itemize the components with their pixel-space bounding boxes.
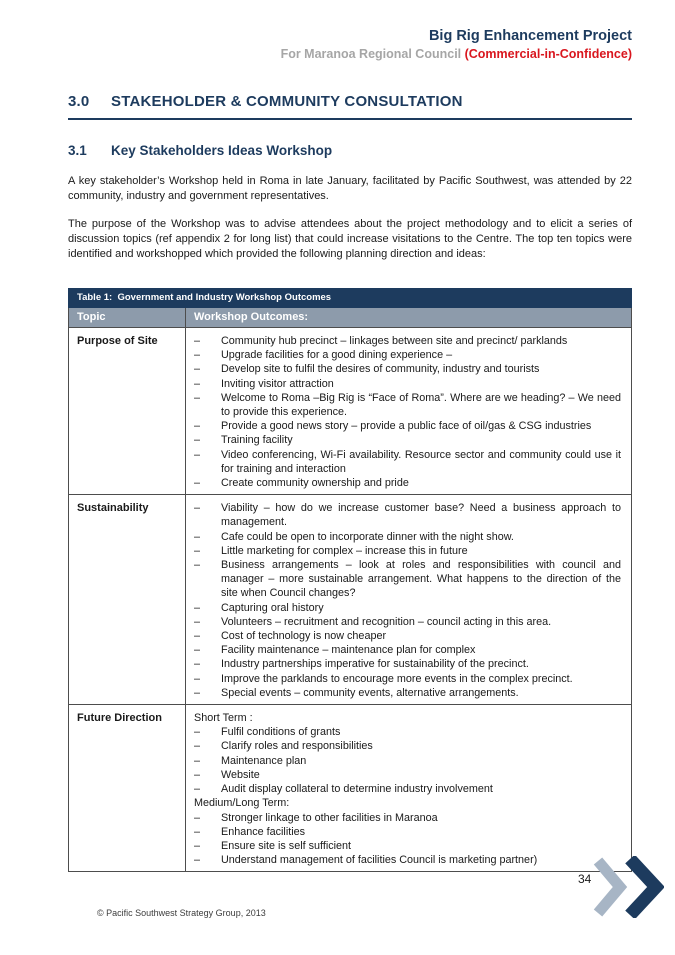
outcome-item-text: Facility maintenance – maintenance plan for complex [221, 644, 476, 657]
dash-bullet: – [194, 502, 201, 515]
dash-bullet: – [194, 615, 201, 628]
column-header-outcomes: Workshop Outcomes: [186, 308, 632, 328]
outcome-item-text: Inviting visitor attraction [221, 377, 334, 390]
paragraph-workshop-purpose: The purpose of the Workshop was to advise attendees about the project methodology and to elicit a series of discussion topics (ref appendix 2 for long list) that could increase visitations to the Centre. The top ten topics were identified and workshopped which provided the following planning direction and ideas: [68, 218, 632, 260]
outcome-item [194, 739, 621, 753]
outcome-item-text: Stronger linkage to other facilities in Maranoa [221, 811, 438, 824]
dash-bullet: – [194, 644, 201, 657]
outcome-item [194, 476, 621, 490]
outcome-item-text: Industry partnerships imperative for sustainability of the precinct. [221, 658, 529, 671]
dash-bullet: – [194, 391, 201, 404]
outcome-item [194, 558, 621, 601]
outcome-item-text: Provide a good news story – provide a public face of oil/gas & CSG industries [221, 420, 592, 433]
outcome-item [194, 811, 621, 825]
outcome-item-text: Video conferencing, Wi-Fi availability. Resource sector and community could use it for training and interaction [221, 448, 621, 475]
workshop-outcomes-table [68, 288, 632, 872]
double-chevron-icon [592, 856, 664, 918]
table-caption-row [69, 289, 632, 308]
outcome-item [194, 348, 621, 362]
outcome-item [194, 391, 621, 419]
outcomes-cell [186, 495, 632, 705]
outcome-item-text: Special events – community events, alternative arrangements. [221, 686, 519, 699]
subsection-heading [68, 142, 632, 159]
outcome-item-text: Volunteers – recruitment and recognition – council acting in this area. [221, 615, 552, 628]
outcome-item [194, 615, 621, 629]
outcome-item [194, 725, 621, 739]
table-row [69, 328, 632, 495]
outcomes-list [194, 501, 621, 700]
outcome-item [194, 782, 621, 796]
outcome-item-text: Cafe could be open to incorporate dinner with the night show. [221, 530, 514, 543]
dash-bullet: – [194, 839, 201, 852]
page-header [68, 26, 632, 63]
outcome-item-text: Community hub precinct – linkages between site and precinct/ parklands [221, 335, 568, 347]
dash-bullet: – [194, 349, 201, 362]
outcome-item [194, 433, 621, 447]
table-caption: Table 1: Government and Industry Workshop Outcomes [69, 289, 632, 308]
dash-bullet: – [194, 434, 201, 447]
dash-bullet: – [194, 672, 201, 685]
subtitle-council-text: For Maranoa Regional Council [280, 47, 465, 61]
outcome-item [194, 601, 621, 615]
page-number: 34 [578, 872, 592, 886]
dash-bullet: – [194, 783, 201, 796]
dash-bullet: – [194, 544, 201, 557]
subsection-number: 3.1 [68, 143, 87, 158]
dash-bullet: – [194, 601, 201, 614]
dash-bullet: – [194, 726, 201, 739]
outcome-item-text: Training facility [221, 434, 293, 447]
outcome-item [194, 825, 621, 839]
dash-bullet: – [194, 754, 201, 767]
topic-cell-text: Sustainability [77, 502, 149, 515]
outcome-item-text: Capturing oral history [221, 601, 324, 614]
topic-cell [69, 705, 186, 872]
outcome-item [194, 657, 621, 671]
dash-bullet: – [194, 825, 201, 838]
outcome-item-text: Cost of technology is now cheaper [221, 630, 387, 643]
outcome-item [194, 362, 621, 376]
outcome-item-text: Website [221, 768, 260, 781]
topic-cell-text: Purpose of Site [77, 335, 158, 347]
dash-bullet: – [194, 420, 201, 433]
document-subtitle [68, 46, 632, 63]
outcomes-list [194, 711, 621, 867]
workshop-table-body [69, 328, 632, 872]
table-row [69, 495, 632, 705]
outcome-item [194, 530, 621, 544]
outcome-item [194, 334, 621, 348]
paragraph-workshop-attendance: A key stakeholder’s Workshop held in Roma in late January, facilitated by Pacific Southwest, was attended by 22 community, industry and government representatives. [68, 175, 632, 202]
outcome-item-text: Welcome to Roma –Big Rig is “Face of Roma”. Where are we heading? – We need to provide this experience. [221, 391, 621, 419]
dash-bullet: – [194, 477, 201, 490]
section-title: STAKEHOLDER & COMMUNITY CONSULTATION [111, 93, 463, 110]
outcome-item [194, 419, 621, 433]
outcome-item [194, 629, 621, 643]
outcome-item [194, 853, 621, 867]
outcomes-cell [186, 328, 632, 495]
outcome-item [194, 544, 621, 558]
outcome-item-text: Improve the parklands to encourage more events in the complex precinct. [221, 672, 573, 685]
outcome-item [194, 768, 621, 782]
dash-bullet: – [194, 630, 201, 643]
dash-bullet: – [194, 854, 201, 867]
dash-bullet: – [194, 768, 201, 781]
outcome-item [194, 643, 621, 657]
outcome-item-text: Create community ownership and pride [221, 477, 409, 490]
dash-bullet: – [194, 377, 201, 390]
outcome-item-text: Business arrangements – look at roles and responsibilities with council and manager – more sustainable arrangement. What happens to the direction of the site when Council changes? [221, 559, 621, 600]
outcome-item [194, 686, 621, 700]
table-row [69, 705, 632, 872]
outcome-item-text: Maintenance plan [221, 754, 307, 767]
topic-cell [69, 495, 186, 705]
outcome-item-text: Clarify roles and responsibilities [221, 740, 373, 753]
dash-bullet: – [194, 559, 201, 572]
outcome-item-text: Fulfil conditions of grants [221, 726, 341, 739]
outcome-item [194, 672, 621, 686]
dash-bullet: – [194, 530, 201, 543]
dash-bullet: – [194, 686, 201, 699]
outcome-item-text: Viability – how do we increase customer base? Need a business approach to management. [221, 502, 621, 529]
dash-bullet: – [194, 658, 201, 671]
section-number: 3.0 [68, 93, 90, 110]
outcome-item [194, 754, 621, 768]
outcome-item-text: Develop site to fulfil the desires of community, industry and tourists [221, 363, 540, 376]
document-title: Big Rig Enhancement Project [428, 28, 632, 44]
outcome-item-text: Understand management of facilities Council is marketing partner) [221, 854, 538, 867]
topic-cell-text: Future Direction [77, 712, 162, 725]
confidentiality-label: (Commercial-in-Confidence) [464, 47, 632, 61]
dash-bullet: – [194, 448, 201, 461]
copyright-notice: © Pacific Southwest Strategy Group, 2013 [97, 908, 266, 918]
outcome-group-heading: Short Term : [194, 712, 253, 725]
column-header-topic: Topic [69, 308, 186, 328]
subsection-title: Key Stakeholders Ideas Workshop [111, 143, 333, 158]
outcome-item [194, 377, 621, 391]
outcome-item-text: Upgrade facilities for a good dining experience – [221, 349, 453, 362]
outcome-group-heading: Medium/Long Term: [194, 797, 290, 810]
outcome-item-text: Ensure site is self sufficient [221, 839, 352, 852]
table-header-row [69, 308, 632, 328]
dash-bullet: – [194, 811, 201, 824]
outcome-item [194, 501, 621, 529]
outcome-item-text: Audit display collateral to determine industry involvement [221, 783, 493, 796]
topic-cell [69, 328, 186, 495]
dash-bullet: – [194, 335, 201, 347]
outcomes-cell [186, 705, 632, 872]
outcome-item-text: Enhance facilities [221, 825, 306, 838]
section-heading [68, 93, 632, 120]
outcome-item [194, 839, 621, 853]
dash-bullet: – [194, 363, 201, 376]
dash-bullet: – [194, 740, 201, 753]
outcome-item-text: Little marketing for complex – increase this in future [221, 544, 468, 557]
outcome-item [194, 448, 621, 476]
outcomes-list [194, 334, 621, 490]
